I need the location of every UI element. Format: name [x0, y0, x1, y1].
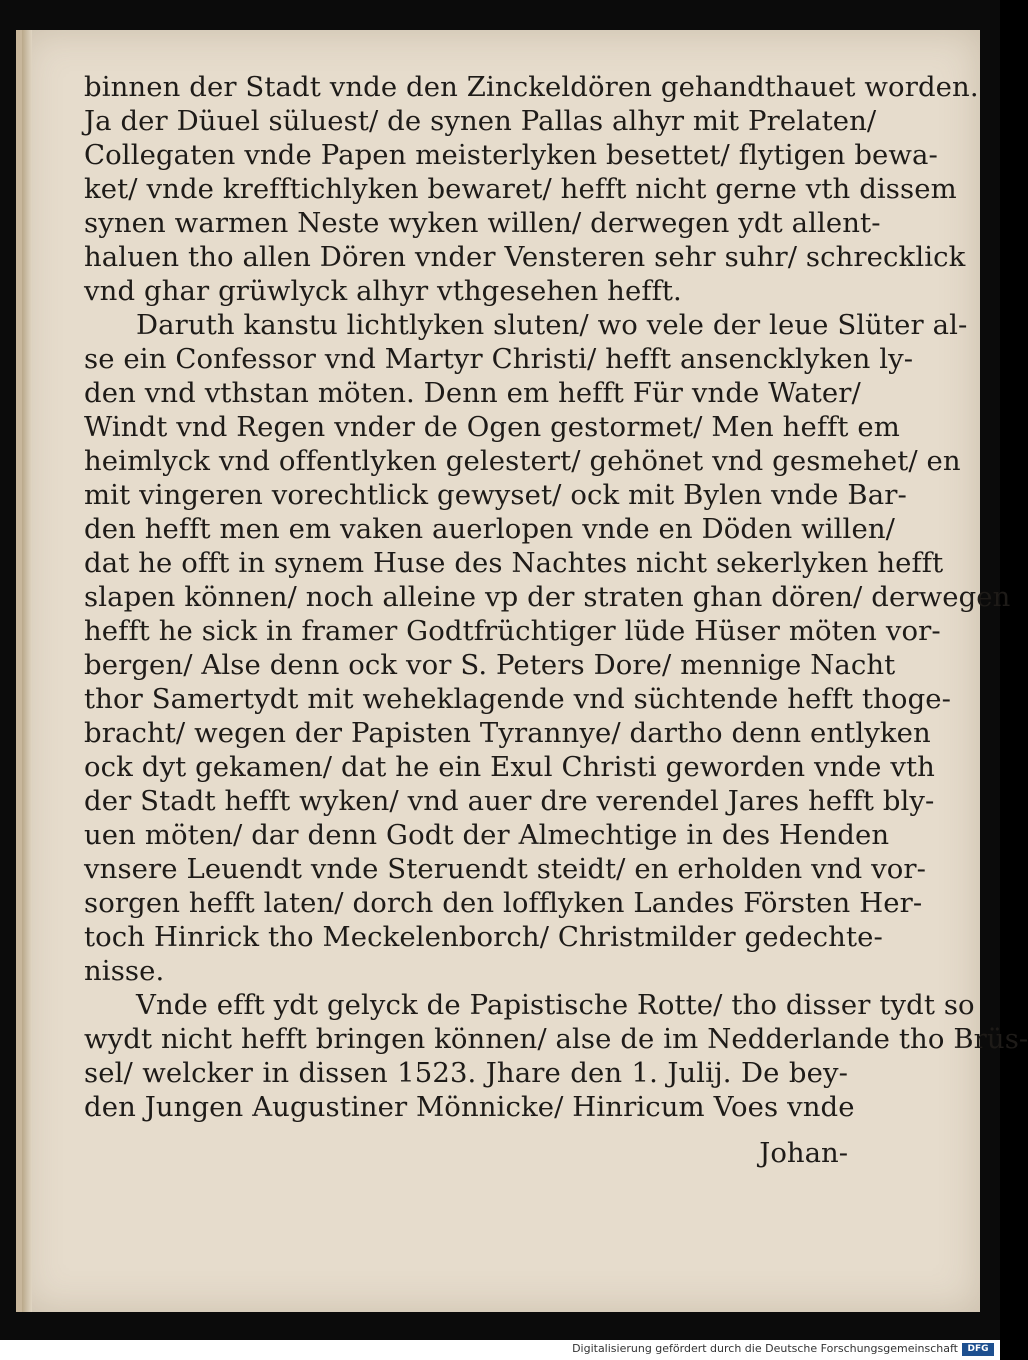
text-line: Collegaten vnde Papen meisterlyken besettet/ flytigen bewa-: [84, 139, 938, 171]
text-line: bergen/ Alse denn ock vor S. Peters Dore/ mennige Nacht: [84, 649, 896, 681]
text-line: binnen der Stadt vnde den Zinckeldören gehandthauet worden.: [84, 71, 979, 103]
text-line: Vnde efft ydt gelyck de Papistische Rotte/ tho disser tydt so: [136, 989, 975, 1021]
footer-bar: [0, 1340, 1000, 1360]
page-binding-edge: [22, 30, 32, 1312]
text-line: se ein Confessor vnd Martyr Christi/ hefft ansencklyken ly-: [84, 343, 914, 375]
text-line: bracht/ wegen der Papisten Tyrannye/ dartho denn entlyken: [84, 717, 931, 749]
text-line: heimlyck vnd offentlyken gelestert/ gehönet vnd gesmehet/ en: [84, 445, 961, 477]
text-line: ket/ vnde krefftichlyken bewaret/ hefft nicht gerne vth dissem: [84, 173, 957, 205]
text-line: vnd ghar grüwlyck alhyr vthgesehen hefft.: [84, 275, 682, 307]
text-line: mit vingeren vorechtlick gewyset/ ock mit Bylen vnde Bar-: [84, 479, 907, 511]
page-text: [84, 70, 1028, 1124]
text-line: wydt nicht hefft bringen können/ alse de im Nedderlande tho Brüs-: [84, 1023, 1028, 1055]
text-line: sel/ welcker in dissen 1523. Jhare den 1. Julij. De bey-: [84, 1057, 848, 1089]
text-line: Windt vnd Regen vnder de Ogen gestormet/ Men hefft em: [84, 411, 900, 443]
text-line: den Jungen Augustiner Mönnicke/ Hinricum Voes vnde: [84, 1091, 855, 1123]
text-line: haluen tho allen Dören vnder Vensteren sehr suhr/ schrecklick: [84, 241, 966, 273]
funding-notice: Digitalisierung gefördert durch die Deutsche Forschungsgemeinschaft: [572, 1342, 958, 1355]
text-line: slapen können/ noch alleine vp der straten ghan dören/ derwegen: [84, 581, 1011, 613]
book-page: [16, 30, 1028, 1312]
text-line: den vnd vthstan möten. Denn em hefft Für vnde Water/: [84, 377, 861, 409]
text-line: hefft he sick in framer Godtfrüchtiger lüde Hüser möten vor-: [84, 615, 941, 647]
text-line: synen warmen Neste wyken willen/ derwegen ydt allent-: [84, 207, 881, 239]
text-line: sorgen hefft laten/ dorch den lofflyken Landes Försten Her-: [84, 887, 923, 919]
text-line: dat he offt in synem Huse des Nachtes nicht sekerlyken hefft: [84, 547, 944, 579]
catchword: Johan-: [759, 1137, 848, 1169]
text-line: ock dyt gekamen/ dat he ein Exul Christi geworden vnde vth: [84, 751, 935, 783]
dfg-logo-icon: DFG: [962, 1343, 994, 1356]
text-line: den hefft men em vaken auerlopen vnde en Döden willen/: [84, 513, 895, 545]
text-line: der Stadt hefft wyken/ vnd auer dre verendel Jares hefft bly-: [84, 785, 935, 817]
text-line: Daruth kanstu lichtlyken sluten/ wo vele der leue Slüter al-: [136, 309, 968, 341]
text-line: thor Samertydt mit weheklagende vnd süchtende hefft thoge-: [84, 683, 952, 715]
text-line: uen möten/ dar denn Godt der Almechtige in des Henden: [84, 819, 890, 851]
text-line: nisse.: [84, 955, 165, 987]
text-line: vnsere Leuendt vnde Steruendt steidt/ en erholden vnd vor-: [84, 853, 927, 885]
text-line: Ja der Düuel süluest/ de synen Pallas alhyr mit Prelaten/: [84, 105, 877, 137]
text-line: toch Hinrick tho Meckelenborch/ Christmilder gedechte-: [84, 921, 883, 953]
